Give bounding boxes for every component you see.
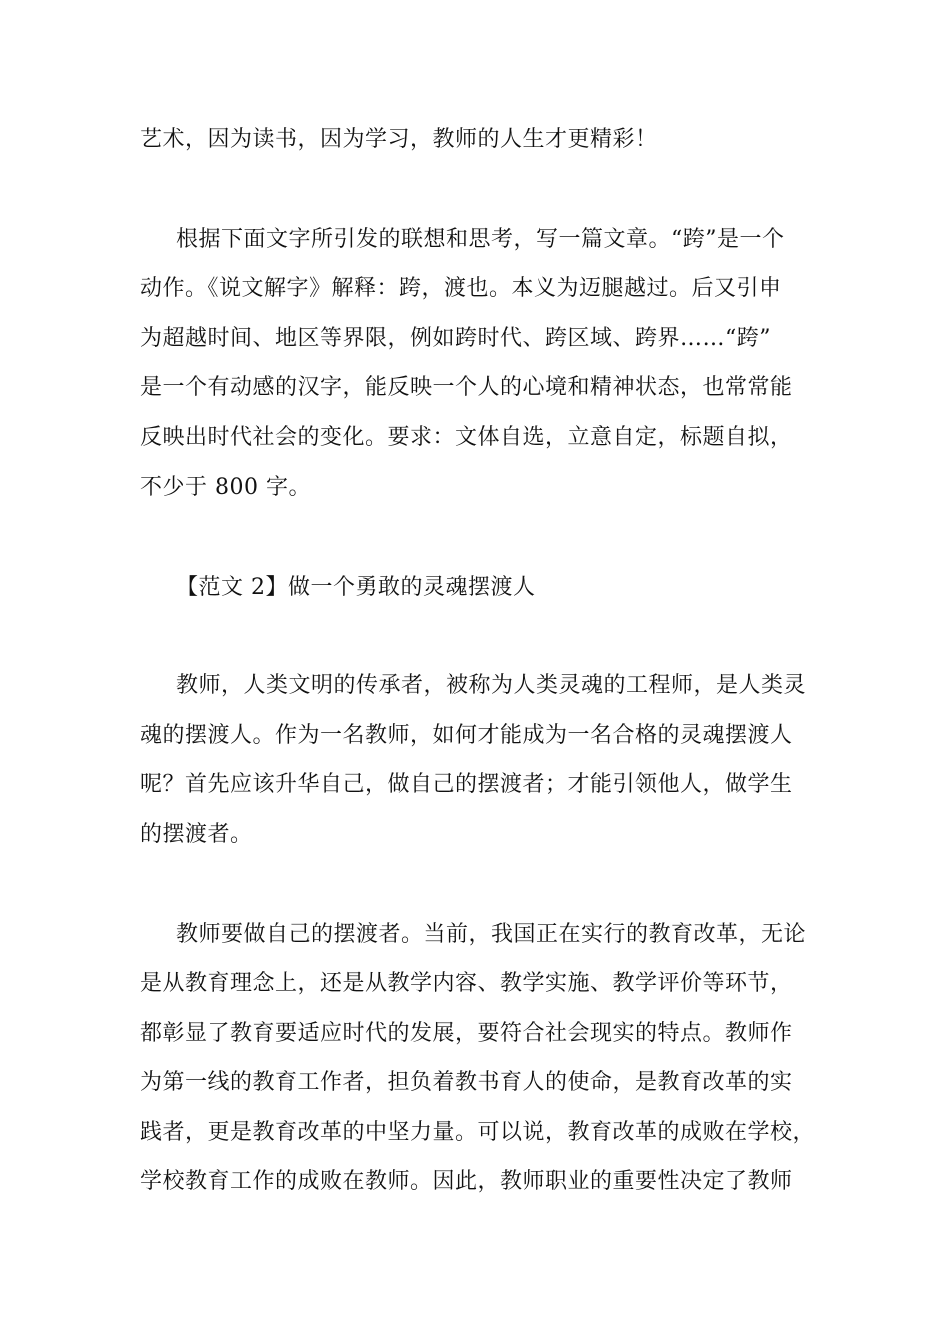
paragraph-line: 践者，更是教育改革的中坚力量。可以说，教育改革的成败在学校， (140, 1120, 816, 1145)
paragraph-line: 教师，人类文明的传承者，被称为人类灵魂的工程师，是人类灵 (176, 673, 807, 698)
paragraph-line: 教师要做自己的摆渡者。当前，我国正在实行的教育改革，无论 (176, 922, 807, 947)
paragraph-line: 反映出时代社会的变化。要求：文体自选，立意自定，标题自拟， (140, 425, 793, 450)
paragraph-line: 为第一线的教育工作者，担负着教书育人的使命，是教育改革的实 (140, 1070, 793, 1095)
paragraph-line: 学校教育工作的成败在教师。因此，教师职业的重要性决定了教师 (140, 1169, 793, 1194)
paragraph-line: 艺术，因为读书，因为学习，教师的人生才更精彩！ (140, 127, 658, 152)
paragraph-line: 魂的摆渡人。作为一名教师，如何才能成为一名合格的灵魂摆渡人 (140, 723, 793, 748)
paragraph-line: 根据下面文字所引发的联想和思考，写一篇文章。“跨”是一个 (176, 227, 785, 252)
essay-heading: 【范文 2】做一个勇敢的灵魂摆渡人 (176, 575, 536, 600)
paragraph-line: 是一个有动感的汉字，能反映一个人的心境和精神状态，也常常能 (140, 375, 793, 400)
paragraph-line: 都彰显了教育要适应时代的发展，要符合社会现实的特点。教师作 (140, 1021, 793, 1046)
paragraph-line: 动作。《说文解字》解释：跨，渡也。本义为迈腿越过。后又引申 (140, 276, 782, 301)
paragraph-line: 的摆渡者。 (140, 822, 253, 847)
paragraph-line: 为超越时间、地区等界限，例如跨时代、跨区域、跨界……“跨” (140, 326, 771, 351)
paragraph-line: 呢？首先应该升华自己，做自己的摆渡者；才能引领他人，做学生 (140, 772, 793, 797)
paragraph-line: 是从教育理念上，还是从教学内容、教学实施、教学评价等环节， (140, 971, 793, 996)
paragraph-line: 不少于 800 字。 (140, 475, 311, 500)
